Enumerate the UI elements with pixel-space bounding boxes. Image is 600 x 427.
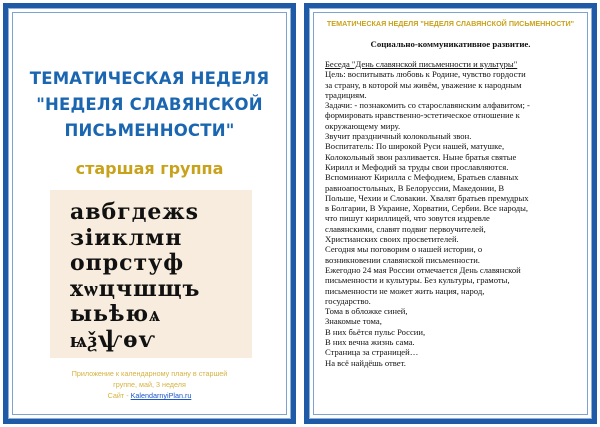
cover-note-line: Приложение к календарному плану в старшей bbox=[71, 369, 228, 378]
poem-line: Знакомые тома, bbox=[325, 316, 382, 327]
body-line: Звучит праздничный колокольный звон. bbox=[325, 131, 472, 142]
conversation-title: Беседа "День славянской письменности и культуры" bbox=[325, 59, 518, 69]
section-title: Социально-коммуникативное развитие. bbox=[370, 39, 531, 49]
body-line: Задачи: - познакомить со старославянским алфавитом; - bbox=[325, 100, 530, 111]
body-line: Ежегодно 24 мая России отмечается День славянской bbox=[325, 264, 521, 275]
body-line: Кирилл и Мефодий за труды свои прославляются. bbox=[325, 161, 509, 172]
alphabet-row: ыьѣюѧ bbox=[70, 301, 162, 327]
alphabet-row: опрстуф bbox=[70, 250, 185, 276]
body-line: окружающему миру. bbox=[325, 120, 401, 131]
document-page bbox=[304, 3, 597, 424]
body-line: традициям. bbox=[325, 89, 367, 100]
alphabet-row: хѡцчшщъ bbox=[70, 275, 201, 302]
body-line: письменности и культуры. Без культуры, грамоты, bbox=[325, 275, 510, 286]
body-line: Сегодня мы поговорим о нашей истории, о bbox=[325, 244, 483, 255]
body-line: возникновении славянской письменности. bbox=[325, 254, 480, 265]
body-line: Христианских своих просветителей. bbox=[325, 234, 459, 245]
body-line: что пишут кириллицей, что зовутся издревле bbox=[325, 213, 490, 224]
body-line: Вспоминают Кирилла с Мефодием, Братьев славных bbox=[325, 172, 519, 183]
poem-line: Страница за страницей… bbox=[325, 347, 419, 358]
old-slavonic-alphabet-image bbox=[50, 190, 252, 358]
cover-title-line: "НЕДЕЛЯ СЛАВЯНСКОЙ bbox=[36, 95, 263, 114]
body-line: государство. bbox=[325, 295, 371, 306]
document-body bbox=[325, 59, 582, 368]
body-line: равноапостольных, В Белоруссии, Македонии, В bbox=[325, 182, 505, 193]
body-line: Колокольный звон разливается. Ныне братья святые bbox=[325, 151, 517, 162]
cover-title-line: ПИСЬМЕННОСТИ" bbox=[64, 121, 235, 140]
body-line: формировать нравственно-эстетическое отношение к bbox=[325, 110, 520, 121]
poem-line: В них бьётся пульс России, bbox=[325, 326, 426, 337]
poem-line: На всё найдёшь ответ. bbox=[325, 357, 406, 368]
body-line: Воспитатель: По широкой Руси нашей, матушке, bbox=[325, 141, 505, 152]
poem-line: В них вечна жизнь сама. bbox=[325, 337, 415, 348]
document-header: ТЕМАТИЧЕСКАЯ НЕДЕЛЯ "НЕДЕЛЯ СЛАВЯНСКОЙ ПИСЬМЕННОСТИ" bbox=[326, 19, 575, 28]
body-line: за страну, в которой мы живём, уважение к народным bbox=[325, 79, 522, 90]
site-label: Сайт - bbox=[107, 391, 131, 400]
alphabet-row: зіиклмн bbox=[70, 224, 183, 251]
cover-note-site bbox=[16, 390, 283, 401]
cover-note-line: группе, май, 3 неделя bbox=[113, 380, 186, 389]
body-line: в Болгарии, В Украине, Хорватии, Сербии. Все народы, bbox=[325, 203, 529, 214]
alphabet-row: авбгдежѕ bbox=[70, 199, 199, 225]
body-line: славянскими, славят подвиг первоучителей, bbox=[325, 223, 486, 234]
cover-title-line: ТЕМАТИЧЕСКАЯ НЕДЕЛЯ bbox=[29, 69, 270, 88]
body-line: Цель: воспитывать любовь к Родине, чувство гордости bbox=[325, 69, 526, 80]
cover-title bbox=[22, 66, 277, 144]
poem-line: Тома в обложке синей, bbox=[325, 306, 408, 317]
cover-subtitle: старшая группа bbox=[75, 159, 224, 178]
cover-page bbox=[3, 3, 296, 424]
body-line: Польше, Чехии и Словакии. Хвалят братьев премудрых bbox=[325, 192, 529, 203]
site-link[interactable]: KalendarnyiPlan.ru bbox=[130, 391, 192, 400]
cover-note bbox=[16, 368, 283, 401]
alphabet-row: ѩѯѱѳѵ bbox=[70, 326, 156, 353]
body-line: письменности не может жить нация, народ, bbox=[325, 285, 485, 296]
